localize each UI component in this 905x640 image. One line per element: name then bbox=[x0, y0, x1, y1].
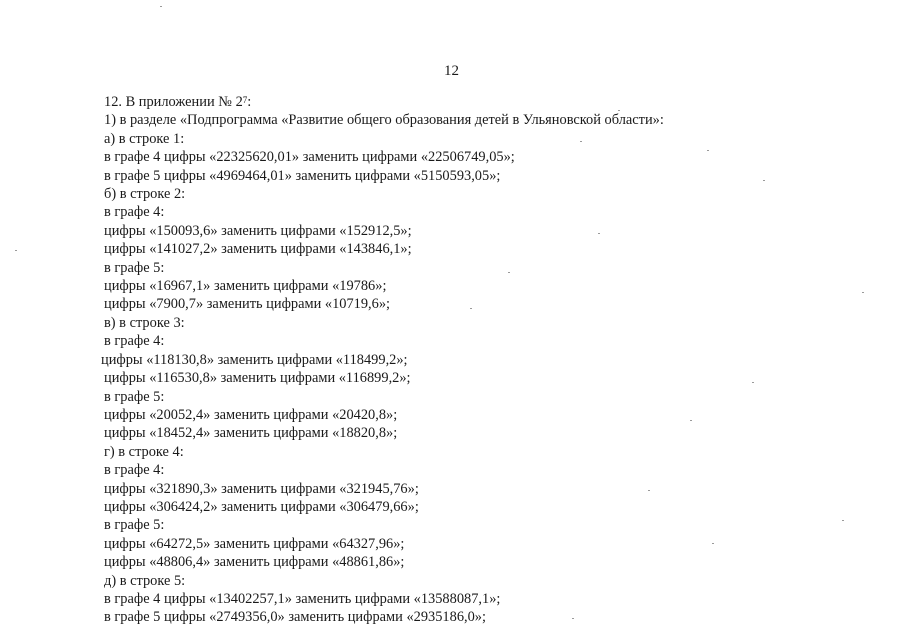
text-line: б) в строке 2: bbox=[104, 186, 186, 203]
text-line: в графе 4: bbox=[104, 204, 165, 221]
document-body bbox=[101, 93, 884, 627]
text-line: 1) в разделе «Подпрограмма «Развитие общего образования детей в Ульяновской области»: bbox=[104, 112, 664, 129]
text-line: цифры «64272,5» заменить цифрами «64327,96»; bbox=[104, 535, 405, 552]
text-line: в графе 5: bbox=[104, 517, 165, 534]
text-line: цифры «16967,1» заменить цифрами «19786»; bbox=[104, 278, 387, 295]
text-line: а) в строке 1: bbox=[104, 130, 185, 147]
scan-speck bbox=[842, 520, 844, 521]
text-line: цифры «118130,8» заменить цифрами «118499,2»; bbox=[101, 351, 408, 368]
scan-speck bbox=[690, 420, 692, 421]
scan-speck bbox=[572, 618, 574, 619]
scan-speck bbox=[712, 543, 714, 544]
section-heading bbox=[104, 93, 884, 111]
scan-speck bbox=[648, 490, 650, 491]
scan-speck bbox=[598, 233, 600, 234]
text-line: цифры «48806,4» заменить цифрами «48861,86»; bbox=[104, 554, 405, 571]
text-line: в) в строке 3: bbox=[104, 314, 185, 331]
text-line: цифры «18452,4» заменить цифрами «18820,8»; bbox=[104, 425, 398, 442]
text-line: д) в строке 5: bbox=[104, 572, 186, 589]
text-line: цифры «20052,4» заменить цифрами «20420,8»; bbox=[104, 406, 398, 423]
scan-speck bbox=[763, 180, 765, 181]
text-line: цифры «141027,2» заменить цифрами «143846,1»; bbox=[104, 241, 412, 258]
scan-speck bbox=[580, 141, 582, 142]
scan-speck bbox=[160, 6, 162, 7]
text-line: цифры «116530,8» заменить цифрами «116899,2»; bbox=[104, 370, 411, 387]
text-line: в графе 4: bbox=[104, 333, 165, 350]
text-line: цифры «150093,6» заменить цифрами «152912,5»; bbox=[104, 222, 412, 239]
text-line: цифры «321890,3» заменить цифрами «321945,76»; bbox=[104, 480, 419, 497]
scan-speck bbox=[508, 272, 510, 273]
heading-text: 12. В приложении № 2 bbox=[104, 94, 243, 110]
scan-speck bbox=[15, 250, 17, 251]
scan-speck bbox=[618, 110, 620, 111]
text-line: в графе 5: bbox=[104, 388, 165, 405]
heading-tail: : bbox=[247, 94, 252, 110]
page-number: 12 bbox=[444, 63, 459, 79]
scan-speck bbox=[752, 382, 754, 383]
scan-speck bbox=[862, 292, 864, 293]
scan-speck bbox=[707, 150, 709, 151]
text-line: г) в строке 4: bbox=[104, 443, 184, 460]
text-line: цифры «7900,7» заменить цифрами «10719,6»; bbox=[104, 296, 391, 313]
text-line: в графе 5 цифры «2749356,0» заменить цифрами «2935186,0»; bbox=[104, 609, 486, 626]
text-line: в графе 4: bbox=[104, 462, 165, 479]
text-line: в графе 5 цифры «4969464,01» заменить цифрами «5150593,05»; bbox=[104, 167, 501, 184]
text-line: цифры «306424,2» заменить цифрами «306479,66»; bbox=[104, 498, 419, 515]
scan-speck bbox=[470, 308, 472, 309]
text-line: в графе 5: bbox=[104, 259, 165, 276]
text-line: в графе 4 цифры «22325620,01» заменить цифрами «22506749,05»; bbox=[104, 149, 515, 166]
heading-superscript: 7 bbox=[242, 95, 248, 105]
text-line: в графе 4 цифры «13402257,1» заменить цифрами «13588087,1»; bbox=[104, 590, 501, 607]
